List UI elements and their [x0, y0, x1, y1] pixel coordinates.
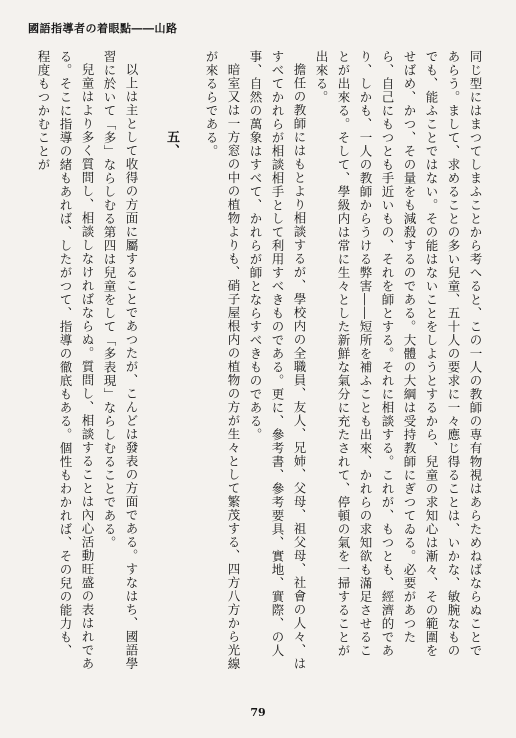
paragraph-1: 同じ型にはまつてしまふことから考へると、この一人の教師の専有物視はあらためねばならぬことであらう。まして、求めることの多い兒童、五十人の要求に一々應じ得ることは、いかな、敏腕なものでも、能ふことではない。その能はないことをしようとするから、兒童の求知心は漸々、その範圍をせばめ、かつ、その量をも減殺するのである。大體の大綱は受持教師にぎつてゐる。必要があつたら、自己にもつとも手近いもの、それを師とする。それに相談する。これが、もつとも、經濟的であり、しかも、一人の教師からうける弊害――短所を補ふことも出來、かれらの求知欲も滿足させることが出來る。そして、學級内は常に生々とした新鮮な氣分に充たされて、停頓の氣を一掃することが出來る。	[314, 50, 483, 658]
paragraph-2: 擔任の教師にはもとより相談するが、學校内の全職員、友人、兄姉、父母、祖父母、社會の人々、はすべてかれらが相談相手として利用すべきものである。更に、參考書、參考要具、實地、實際、の人事、自然の萬象はすべて、かれらが師とならすべきものである。	[248, 50, 307, 670]
section-heading: 五、	[164, 130, 179, 158]
running-head: 國語指導者の着眼點――山路	[28, 22, 178, 35]
page-number: 79	[250, 706, 266, 719]
body-text	[36, 50, 486, 670]
paragraph-4: 以上は主として收得の方面に屬することであつたが、こんどは發表の方面である。すなはち、國語學習に於いて「多」ならしむる第四は兒童をして「多表現」ならしむることである。	[102, 50, 139, 670]
paragraph-3: 暗室又は一方窓の中の植物よりも、硝子屋根内の植物の方が生々として繁茂する、四方八方から光線が來るらである。	[204, 50, 241, 670]
paragraph-5: 兒童はより多く質問し、相談しなければならぬ。質問し、相談することは內心活動旺盛の表はれである。そこに指導の緒もあれば、したがつて、指導の徹底もある。個性もわかれば、その兒の能力も、程度もつかむことが	[36, 50, 95, 670]
